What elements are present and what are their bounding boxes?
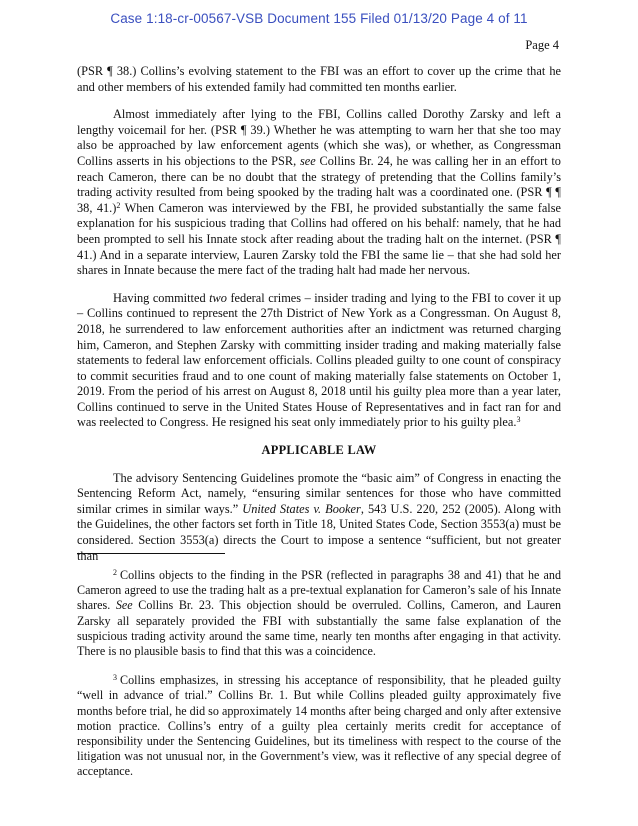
p2-see: see: [299, 153, 316, 168]
p2-text-c: When Cameron was interviewed by the FBI, he provided substantially the same false explanation for his suspicious trading that Collins had offered on his behalf: namely, that he had been prompted to sell his Innate stock after reading about the trading halt on the internet. (PSR ¶ 41.) And in a separate interview, Lauren Zarsky told the FBI the same lie – that she had sold her shares in Innate because the mere fact of the trading halt had made her nervous.: [77, 200, 562, 278]
fn2-text-b: Collins Br. 23. This objection should be overruled. Collins, Cameron, and Lauren Zarsky all separately provided the FBI with substantially the same false explanation of the suspicious trading activity around the same time, nearly ten months after engaging in that activity. There is no plausible basis to find that this was a coincidence.: [77, 598, 561, 659]
footnote-ref-2[interactable]: 2: [116, 200, 121, 210]
p3-two: two: [209, 290, 227, 305]
fn2-see: See: [115, 598, 133, 613]
p4-case-cite: United States v. Booker: [242, 501, 361, 516]
footnotes: [77, 568, 561, 794]
p4-text-b: , 543 U.S. 220, 252 (2005). Along with the Guidelines, the other factors set forth in Title 18, United States Code, Section 3553(a) must be considered. Section 3553(a) directs the Court to impose a sentence “sufficient, but not greater than: [77, 501, 561, 563]
p3-text-b: federal crimes – insider trading and lying to the FBI to cover it up – Collins continued to represent the 27th District of New York as a Congressman. On August 8, 2018, he surrendered to law enforcement authorities after an indictment was returned charging him, Cameron, and Stephen Zarsky with committing insider trading and making materially false statements to federal law enforcement officials. Collins pleaded guilty to one count of conspiracy to commit securities fraud and to one count of making materially false statements on October 1, 2019. From the period of his arrest on August 8, 2018 until his guilty plea more than a year later, Collins continued to serve in the United States House of Representatives and in fact ran for and was reelected to Congress. He resigned his seat only immediately prior to his guilty plea.: [77, 290, 561, 430]
page-number: Page 4: [525, 38, 559, 52]
fn3-text: Collins emphasizes, in stressing his acceptance of responsibility, that he pleaded guilty “well in advance of trial.” Collins Br. 1. But while Collins pleaded guilty approximately five months before trial, he did so approximately 14 months after being charged and only after extensive motion practice. Collins’s entry of a guilty plea certainly merits credit for acceptance of responsibility under the Sentencing Guidelines, but its timeliness with respect to the course of the litigation was not unusual nor, in the Government’s view, was it reflective of any special degree of acceptance.: [77, 673, 561, 779]
paragraph-3: [77, 291, 561, 431]
footnote-ref-3[interactable]: 3: [516, 415, 521, 425]
footnote-3-number: 3: [113, 673, 117, 683]
footnote-divider: [77, 553, 225, 554]
paragraph-2: [77, 107, 561, 279]
p2-text-b: Collins Br. 24, he was calling her in an effort to reach Cameron, there can be no doubt that the strategy of pretending that the Collins family’s trading activity resulted from being spooked by the trading halt was a coordinated one. (PSR ¶ ¶ 38, 41.): [77, 153, 561, 215]
paragraph-1: (PSR ¶ 38.) Collins’s evolving statement to the FBI was an effort to cover up the crime that he and other members of his extended family had committed ten months earlier.: [77, 64, 561, 94]
ecf-case-header: Case 1:18-cr-00567-VSB Document 155 Filed 01/13/20 Page 4 of 11: [110, 11, 528, 26]
p4-text-a: The advisory Sentencing Guidelines promote the “basic aim” of Congress in enacting the Sentencing Reform Act, namely, “ensuring similar sentences for those who have committed similar crimes in similar ways.”: [77, 470, 561, 516]
footnote-2-number: 2: [113, 568, 117, 577]
p3-text-a: Having committed: [113, 290, 210, 305]
fn2-text-a: Collins objects to the finding in the PSR (reflected in paragraphs 38 and 41) that he and Cameron agreed to use the trading halt as a pre-textual explanation for Cameron’s sale of his Innate shares.: [77, 568, 561, 613]
paragraph-4: [77, 471, 561, 565]
document-body: [77, 64, 561, 576]
footnote-3: [77, 673, 561, 779]
section-heading: APPLICABLE LAW: [261, 443, 377, 458]
p2-text-a: Almost immediately after lying to the FBI, Collins called Dorothy Zarsky and left a lengthy voicemail for her. (PSR ¶ 39.) Whether he was attempting to warn her that she too may also be approached by law enforcement agents (which she was), or whether, as Congressman Collins asserts in his objections to the PSR,: [77, 107, 561, 168]
footnote-2: [77, 568, 561, 659]
